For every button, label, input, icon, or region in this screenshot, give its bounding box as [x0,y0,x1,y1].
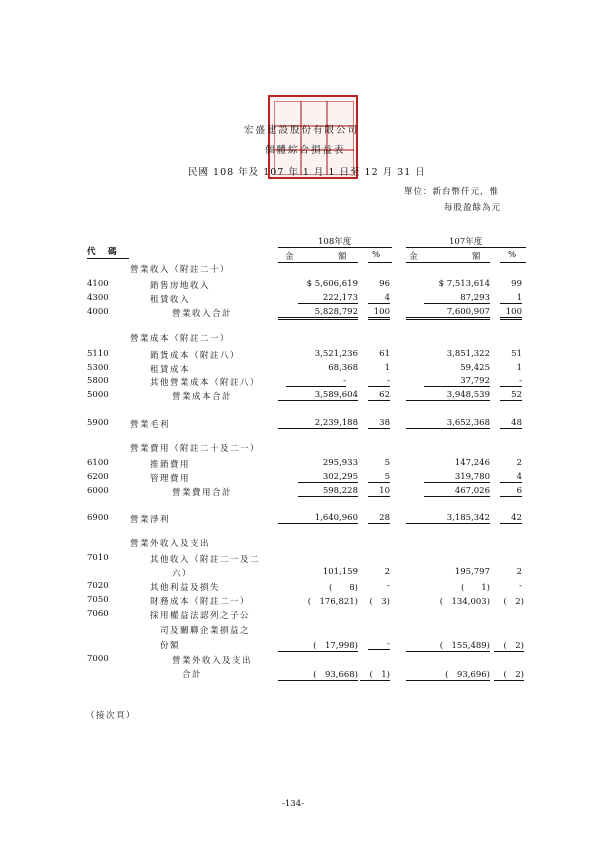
row-code: 5800 [87,376,109,386]
pct-2018: 48 [500,418,522,429]
pct-2018: 2 [516,567,522,577]
row-label: 其他利益及損失 [150,583,221,593]
amount-2019: 302,295 [298,472,358,483]
amount-2018: ( 1) [460,583,490,593]
unit-line-1: 單位：新台幣仟元，惟 [404,187,500,197]
pct-2018: 52 [500,390,522,401]
pct-2019: - [387,581,390,591]
pct-2019: 2 [384,567,390,577]
year-2018-header: 107年度 [449,237,483,247]
amount-2018: 3,851,322 [446,349,490,359]
amount-2019: 101,159 [322,567,358,577]
row-label: 營業收入（附註二十） [130,265,231,275]
row-code: 7020 [87,581,109,591]
amount-2019: ( 176,821) [307,597,358,607]
pct-2018: ( 2) [503,597,524,607]
row-label: 合計 [182,670,203,680]
amount-2019: ( 17,998) [278,639,358,652]
pct-2018: 2 [516,458,522,468]
statement-title: 個體綜合損益表 [265,145,346,156]
pct-2019: 4 [368,293,390,304]
year-2019-header: 108年度 [318,237,352,247]
row-code: 7010 [87,553,109,563]
pct-2019: - [368,639,390,650]
row-code: 6200 [87,472,109,482]
pct-2019: 100 [368,307,390,320]
pct-2018: ( 2) [494,668,524,681]
pct-2019: 96 [379,279,390,289]
row-label: 租賃成本 [150,365,191,375]
pct-2018: 99 [511,279,522,289]
row-label: 採用權益法認列之子公 [150,611,251,621]
amount-2019: ( 93,668) [278,668,358,681]
company-name: 宏盛建設股份有限公司 [244,125,360,136]
pct-2019: 5 [368,472,390,483]
row-label: 其他收入（附註二一及二 [150,555,261,565]
amount-header-2019-a: 金 [285,252,294,262]
amount-header-2018-b: 額 [472,252,481,262]
pct-2019: 5 [384,458,390,468]
page-number: -134- [282,799,304,809]
row-label: 營業外收入及支出 [130,539,211,549]
pct-2019: 1 [384,363,390,373]
row-label: 司及關聯企業損益之 [160,626,251,636]
row-label: 營業成本合計 [172,392,233,402]
row-code: 5900 [87,418,109,428]
pct-2018: 6 [500,486,522,497]
row-label: 營業外收入及支出 [172,656,253,666]
row-label: 財務成本（附註二一） [150,597,251,607]
row-label: 營業收入合計 [172,309,233,319]
amount-2018: 319,780 [424,472,490,483]
code-column-header: 代 碼 [87,247,119,257]
pct-2019: 38 [368,418,390,429]
amount-header-2019-b: 額 [338,252,347,262]
row-label: 營業成本（附註二一） [130,334,231,344]
amount-2019: 1,640,960 [278,513,358,524]
row-label: 銷售房地收入 [150,281,211,291]
row-code: 5300 [87,363,109,373]
row-code: 4100 [87,279,109,289]
pct-2018: - [500,376,522,387]
amount-2019: 2,239,188 [278,418,358,429]
statement-period: 民國 108 年及 107 年 1 月 1 日至 12 月 31 日 [188,167,426,178]
pct-2018: 51 [511,349,522,359]
amount-2018: 37,792 [424,376,490,387]
amount-2018: 467,026 [424,486,490,497]
pct-2018: ( 2) [494,639,524,652]
amount-2018: ( 155,489) [406,639,490,652]
row-label: 管理費用 [150,474,191,484]
row-code: 7050 [87,595,109,605]
pct-2019: 10 [368,486,390,497]
row-code: 5110 [87,349,109,359]
amount-2018: ( 134,003) [439,597,490,607]
pct-2019: ( 3) [369,597,390,607]
amount-2018: 3,948,539 [406,390,490,401]
pct-2018: - [519,581,522,591]
pct-2019: 61 [379,349,390,359]
amount-2018: 147,246 [454,458,490,468]
row-code: 7060 [87,609,109,619]
pct-2018: 4 [500,472,522,483]
row-code: 6000 [87,486,109,496]
row-label: 營業淨利 [130,515,171,525]
row-label: 營業費用（附註二十及二一） [130,444,261,454]
amount-2018: 87,293 [424,293,490,304]
amount-2019: 598,228 [298,486,358,497]
amount-header-2018-a: 金 [409,252,418,262]
pct-header-2019: % [372,250,381,260]
row-code: 6900 [87,513,109,523]
amount-2018: $ 7,513,614 [438,279,490,289]
row-code: 7000 [87,654,109,664]
pct-2019: ( 1) [360,668,390,681]
pct-2019: 62 [368,390,390,401]
pct-2018: 1 [516,363,522,373]
row-code: 4300 [87,293,109,303]
amount-2019: 3,521,236 [314,349,358,359]
row-code: 5000 [87,390,109,400]
row-code: 4000 [87,307,109,317]
amount-2019: 222,173 [298,293,358,304]
continued-note: （接次頁） [86,711,137,721]
row-label: 六） [172,569,193,579]
row-label: 銷貨成本（附註八） [150,351,241,361]
amount-2018: ( 93,696) [406,668,490,681]
row-label: 其他營業成本（附註八） [150,378,261,388]
amount-2019: $ 5,606,619 [306,279,358,289]
pct-2018: 42 [500,513,522,524]
amount-2018: 3,185,342 [406,513,490,524]
amount-2018: 195,797 [454,567,490,577]
row-label: 份額 [160,641,181,651]
row-label: 推銷費用 [150,460,191,470]
amount-2018: 3,652,368 [406,418,490,429]
amount-2018: 7,600,907 [406,307,490,320]
amount-2019: 5,828,792 [278,307,358,320]
amount-2018: 59,425 [460,363,490,373]
row-label: 營業毛利 [130,420,171,430]
row-label: 營業費用合計 [172,488,233,498]
amount-2019: - [286,376,346,387]
pct-2018: 100 [500,307,522,320]
pct-2018: 1 [500,293,522,304]
amount-2019: 295,933 [322,458,358,468]
unit-line-2: 每股盈餘為元 [444,203,502,213]
pct-header-2018: % [508,250,517,260]
amount-2019: ( 8) [328,583,358,593]
pct-2019: - [368,376,390,387]
pct-2019: 28 [368,513,390,524]
row-code: 6100 [87,458,109,468]
amount-2019: 3,589,604 [278,390,358,401]
row-label: 租賃收入 [150,295,191,305]
amount-2019: 68,368 [328,363,358,373]
